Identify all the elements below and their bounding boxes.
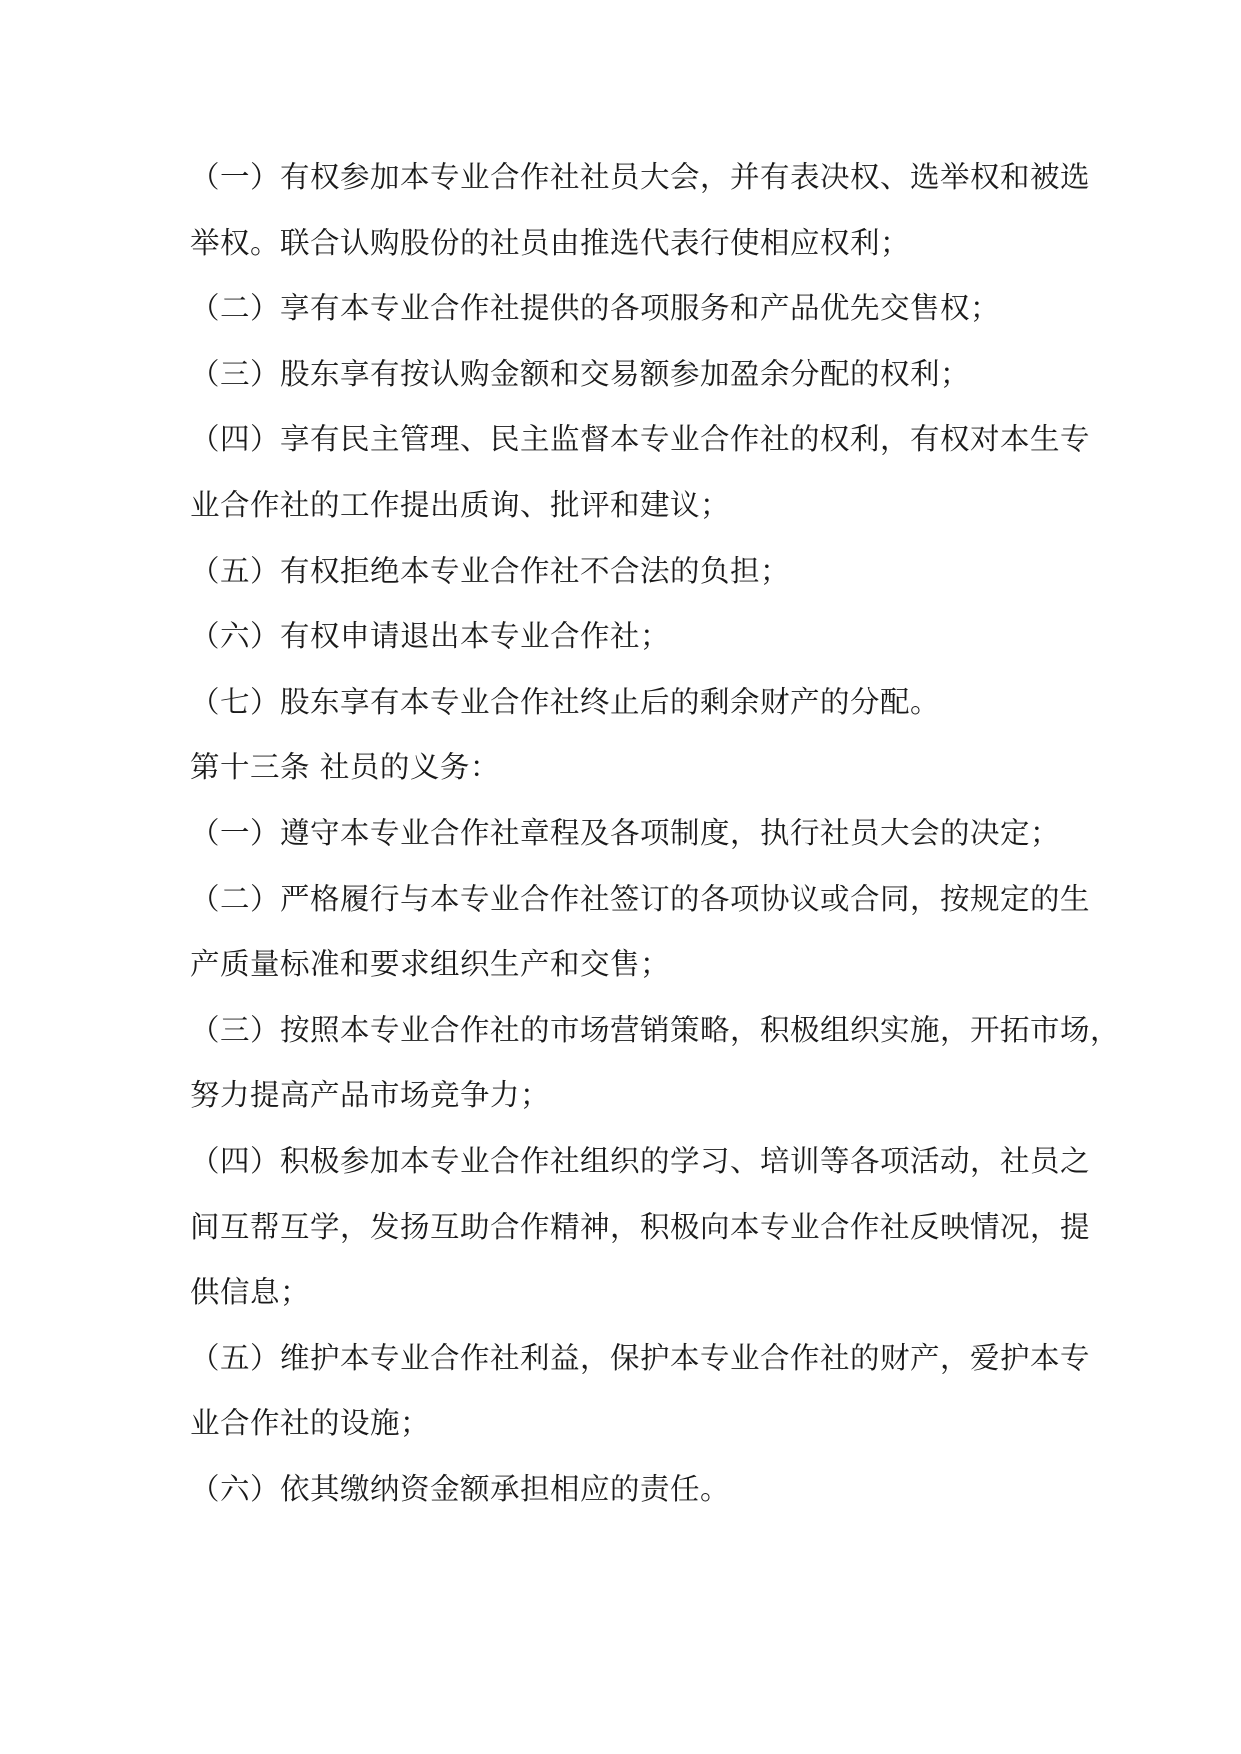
text-line: （五）有权拒绝本专业合作社不合法的负担； xyxy=(190,553,791,588)
article-heading: 第十三条 社员的义务： xyxy=(190,750,500,785)
text-line: （四）享有民主管理、民主监督本专业合作社的权利，有权对本生专 xyxy=(190,422,1091,457)
text-line: （四）积极参加本专业合作社组织的学习、培训等各项活动，社员之 xyxy=(190,1143,1091,1178)
text-line: 供信息； xyxy=(190,1275,311,1310)
text-line: （一）有权参加本专业合作社社员大会，并有表决权、选举权和被选 xyxy=(190,160,1091,194)
text-line: （六）依其缴纳资金额承担相应的责任。 xyxy=(190,1471,731,1506)
text-line: 间互帮互学，发扬互助合作精神，积极向本专业合作社反映情况，提 xyxy=(190,1209,1091,1244)
text-line: 举权。联合认购股份的社员由推选代表行使相应权利； xyxy=(190,225,911,260)
text-line: （五）维护本专业合作社利益，保护本专业合作社的财产，爱护本专 xyxy=(190,1340,1091,1375)
text-line: （七）股东享有本专业合作社终止后的剩余财产的分配。 xyxy=(190,684,941,719)
document-body xyxy=(190,160,1121,1537)
text-line: （六）有权申请退出本专业合作社； xyxy=(190,619,671,654)
text-line: 业合作社的设施； xyxy=(190,1406,431,1441)
text-line: （一）遵守本专业合作社章程及各项制度，执行社员大会的决定； xyxy=(190,815,1061,850)
text-line: （三）股东享有按认购金额和交易额参加盈余分配的权利； xyxy=(190,356,971,391)
text-line: （二）享有本专业合作社提供的各项服务和产品优先交售权； xyxy=(190,291,1001,326)
text-line: 努力提高产品市场竞争力； xyxy=(190,1078,551,1113)
text-line: 业合作社的工作提出质询、批评和建议； xyxy=(190,487,731,522)
text-line: （三）按照本专业合作社的市场营销策略，积极组织实施，开拓市场， xyxy=(190,1012,1121,1047)
text-line: 产质量标准和要求组织生产和交售； xyxy=(190,947,671,982)
text-line: （二）严格履行与本专业合作社签订的各项协议或合同，按规定的生 xyxy=(190,881,1091,916)
